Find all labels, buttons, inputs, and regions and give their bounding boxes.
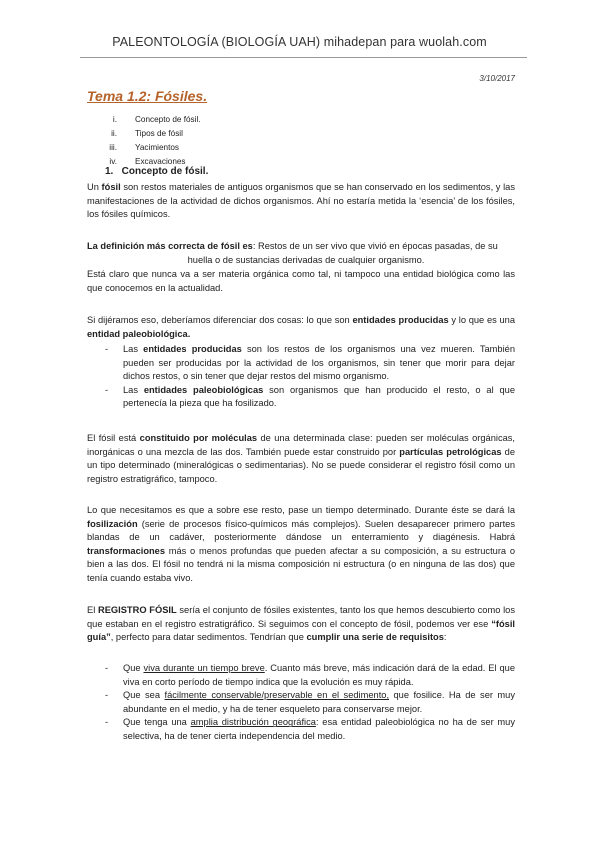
toc-item <box>87 127 387 141</box>
text: : <box>443 632 447 643</box>
text: y lo que es una <box>448 315 515 325</box>
bold-term: entidades paleobiológicas <box>143 384 264 395</box>
text: que fosilice. Ha de ser muy abundante en el medio, y ha de tener esqueleto para conservarse mejor. <box>123 690 515 714</box>
list-item <box>87 343 515 384</box>
underlined-term: viva durante un tiempo breve <box>143 663 265 673</box>
text: más o menos profundas que pueden afectar a su composición, a su estructura o bien a las dos. El fósil no tendrá ni la misma composición ni estructura (o en ninguna de las dos) que tenía cuando estaba vivo. <box>87 545 515 583</box>
table-of-contents <box>87 113 387 169</box>
text: de una determinada clase: pueden ser moléculas orgánicas, inorgánicas o una mezcla de las dos. También puede estar construido por <box>87 433 515 457</box>
section-heading: 1. Concepto de fósil. <box>105 166 209 177</box>
list-item <box>87 716 515 743</box>
header-divider <box>80 57 527 58</box>
text: : Restos de un ser vivo que vivió en épocas pasadas, de su <box>252 241 498 251</box>
toc-number: i. <box>112 115 117 124</box>
text: de un tipo determinado (mineralógicas o sedimentarias). No se puede considerar el registro fósil como un registro estratigráfico, tampoco. <box>87 446 515 484</box>
bullet-dash: - <box>105 663 109 673</box>
toc-item <box>87 113 387 127</box>
bullet-dash: - <box>105 384 109 395</box>
text: Que sea <box>123 690 165 701</box>
text: son organismos que han producido el resto, o al que pertenecía la pieza que ha fosilizado. <box>123 384 515 409</box>
bold-term: fosilización <box>87 518 138 529</box>
toc-label: Concepto de fósil. <box>135 115 201 124</box>
text: Que tenga una <box>123 717 191 728</box>
underlined-term: amplia distribución geográfica <box>190 717 316 728</box>
bold-term: cumplir una serie de requisitos <box>306 632 444 643</box>
text: Un <box>87 182 102 192</box>
list-item <box>87 384 515 411</box>
bold-term: REGISTRO FÓSIL <box>98 605 177 615</box>
paragraph-organic-matter <box>87 268 515 295</box>
bullet-dash: - <box>105 717 109 728</box>
toc-number: iv. <box>109 157 117 166</box>
text: Si dijéramos eso, deberíamos diferenciar dos cosas: lo que son <box>87 315 353 325</box>
toc-label: Yacimientos <box>135 143 179 152</box>
bold-term: constituido por moléculas <box>139 433 258 443</box>
text: sería el conjunto de fósiles existentes, tanto los que hemos descubierto como los que estaban en el registro estratigráfico. Si seguimos con el concepto de fósil, podemos ver ese <box>87 605 515 629</box>
paragraph-two-entities <box>87 314 515 341</box>
list-item <box>87 689 515 716</box>
requirements-list <box>87 662 515 744</box>
toc-label: Excavaciones <box>135 157 186 166</box>
bold-term: entidades producidas <box>352 315 449 325</box>
text: El <box>87 605 98 615</box>
page-header: PALEONTOLOGÍA (BIOLOGÍA UAH) mihadepan para wuolah.com <box>112 35 487 49</box>
text: , perfecto para datar sedimentos. Tendrían que <box>110 632 307 643</box>
text: huella o de sustancias derivadas de cualquier organismo. <box>187 254 425 265</box>
text: Está claro que nunca va a ser materia orgánica como tal, ni tampoco una entidad biológica como las que conocemos en la actualidad. <box>87 269 515 293</box>
entities-list <box>87 343 515 411</box>
toc-number: iii. <box>109 143 117 152</box>
text: Las <box>123 384 144 395</box>
text: Las <box>123 344 144 354</box>
document-title: Tema 1.2: Fósiles. <box>87 88 208 104</box>
bold-term: La definición más correcta de fósil es <box>87 241 253 251</box>
toc-label: Tipos de fósil <box>135 129 183 138</box>
list-item <box>87 662 515 689</box>
bold-term: transformaciones <box>87 545 166 556</box>
bold-term: entidad paleobiológica. <box>87 328 191 339</box>
bullet-dash: - <box>105 690 109 701</box>
bold-term: “fósil guía” <box>87 618 515 643</box>
text: . Cuanto más breve, más indicación dará de la edad. El que viva en corto período de tiempo indica que la evolución es muy rápida. <box>123 663 516 687</box>
bold-term: fósil <box>101 182 121 192</box>
toc-item <box>87 141 387 155</box>
text: (serie de procesos físico-químicos más complejos). Suelen desaparecer primero partes blandas de un cadáver, posteriormente dándose un enterramiento y diagénesis. Habrá <box>87 518 515 543</box>
paragraph-molecules <box>87 432 515 486</box>
paragraph-correct-definition <box>87 240 515 267</box>
text: son los restos de los organismos una vez mueren. También pueden ser producidas por la actividad de los organismos, sin tener que morir para dejar dichos restos, o sin tener que dejar restos del mismo organismo. <box>123 344 515 382</box>
underlined-term: fácilmente conservable/preservable en el sedimento, <box>164 690 390 701</box>
text: : esa entidad paleobiológica no ha de ser muy selectiva, ha de tener cierta independencia del medio. <box>123 717 515 741</box>
text: son restos materiales de antiguos organismos que se han conservado en los sedimentos, y las manifestaciones de la actividad de dichos organismos. Ahí no estaría metida la ‘esencia’ de los fósiles, los fósiles químicos. <box>87 182 515 220</box>
paragraph-fossilization <box>87 504 515 586</box>
text: Que <box>123 663 144 673</box>
bold-term: entidades producidas <box>143 344 242 354</box>
paragraph-fossil-definition <box>87 181 515 222</box>
toc-number: ii. <box>111 129 117 138</box>
paragraph-fossil-record <box>87 604 515 645</box>
text: Lo que necesitamos es que a sobre ese resto, pase un tiempo determinado. Durante éste se dará la <box>87 505 515 515</box>
bullet-dash: - <box>105 344 109 354</box>
document-date: 3/10/2017 <box>479 74 515 83</box>
text: El fósil está <box>87 433 140 443</box>
bold-term: partículas petrológicas <box>399 446 502 457</box>
